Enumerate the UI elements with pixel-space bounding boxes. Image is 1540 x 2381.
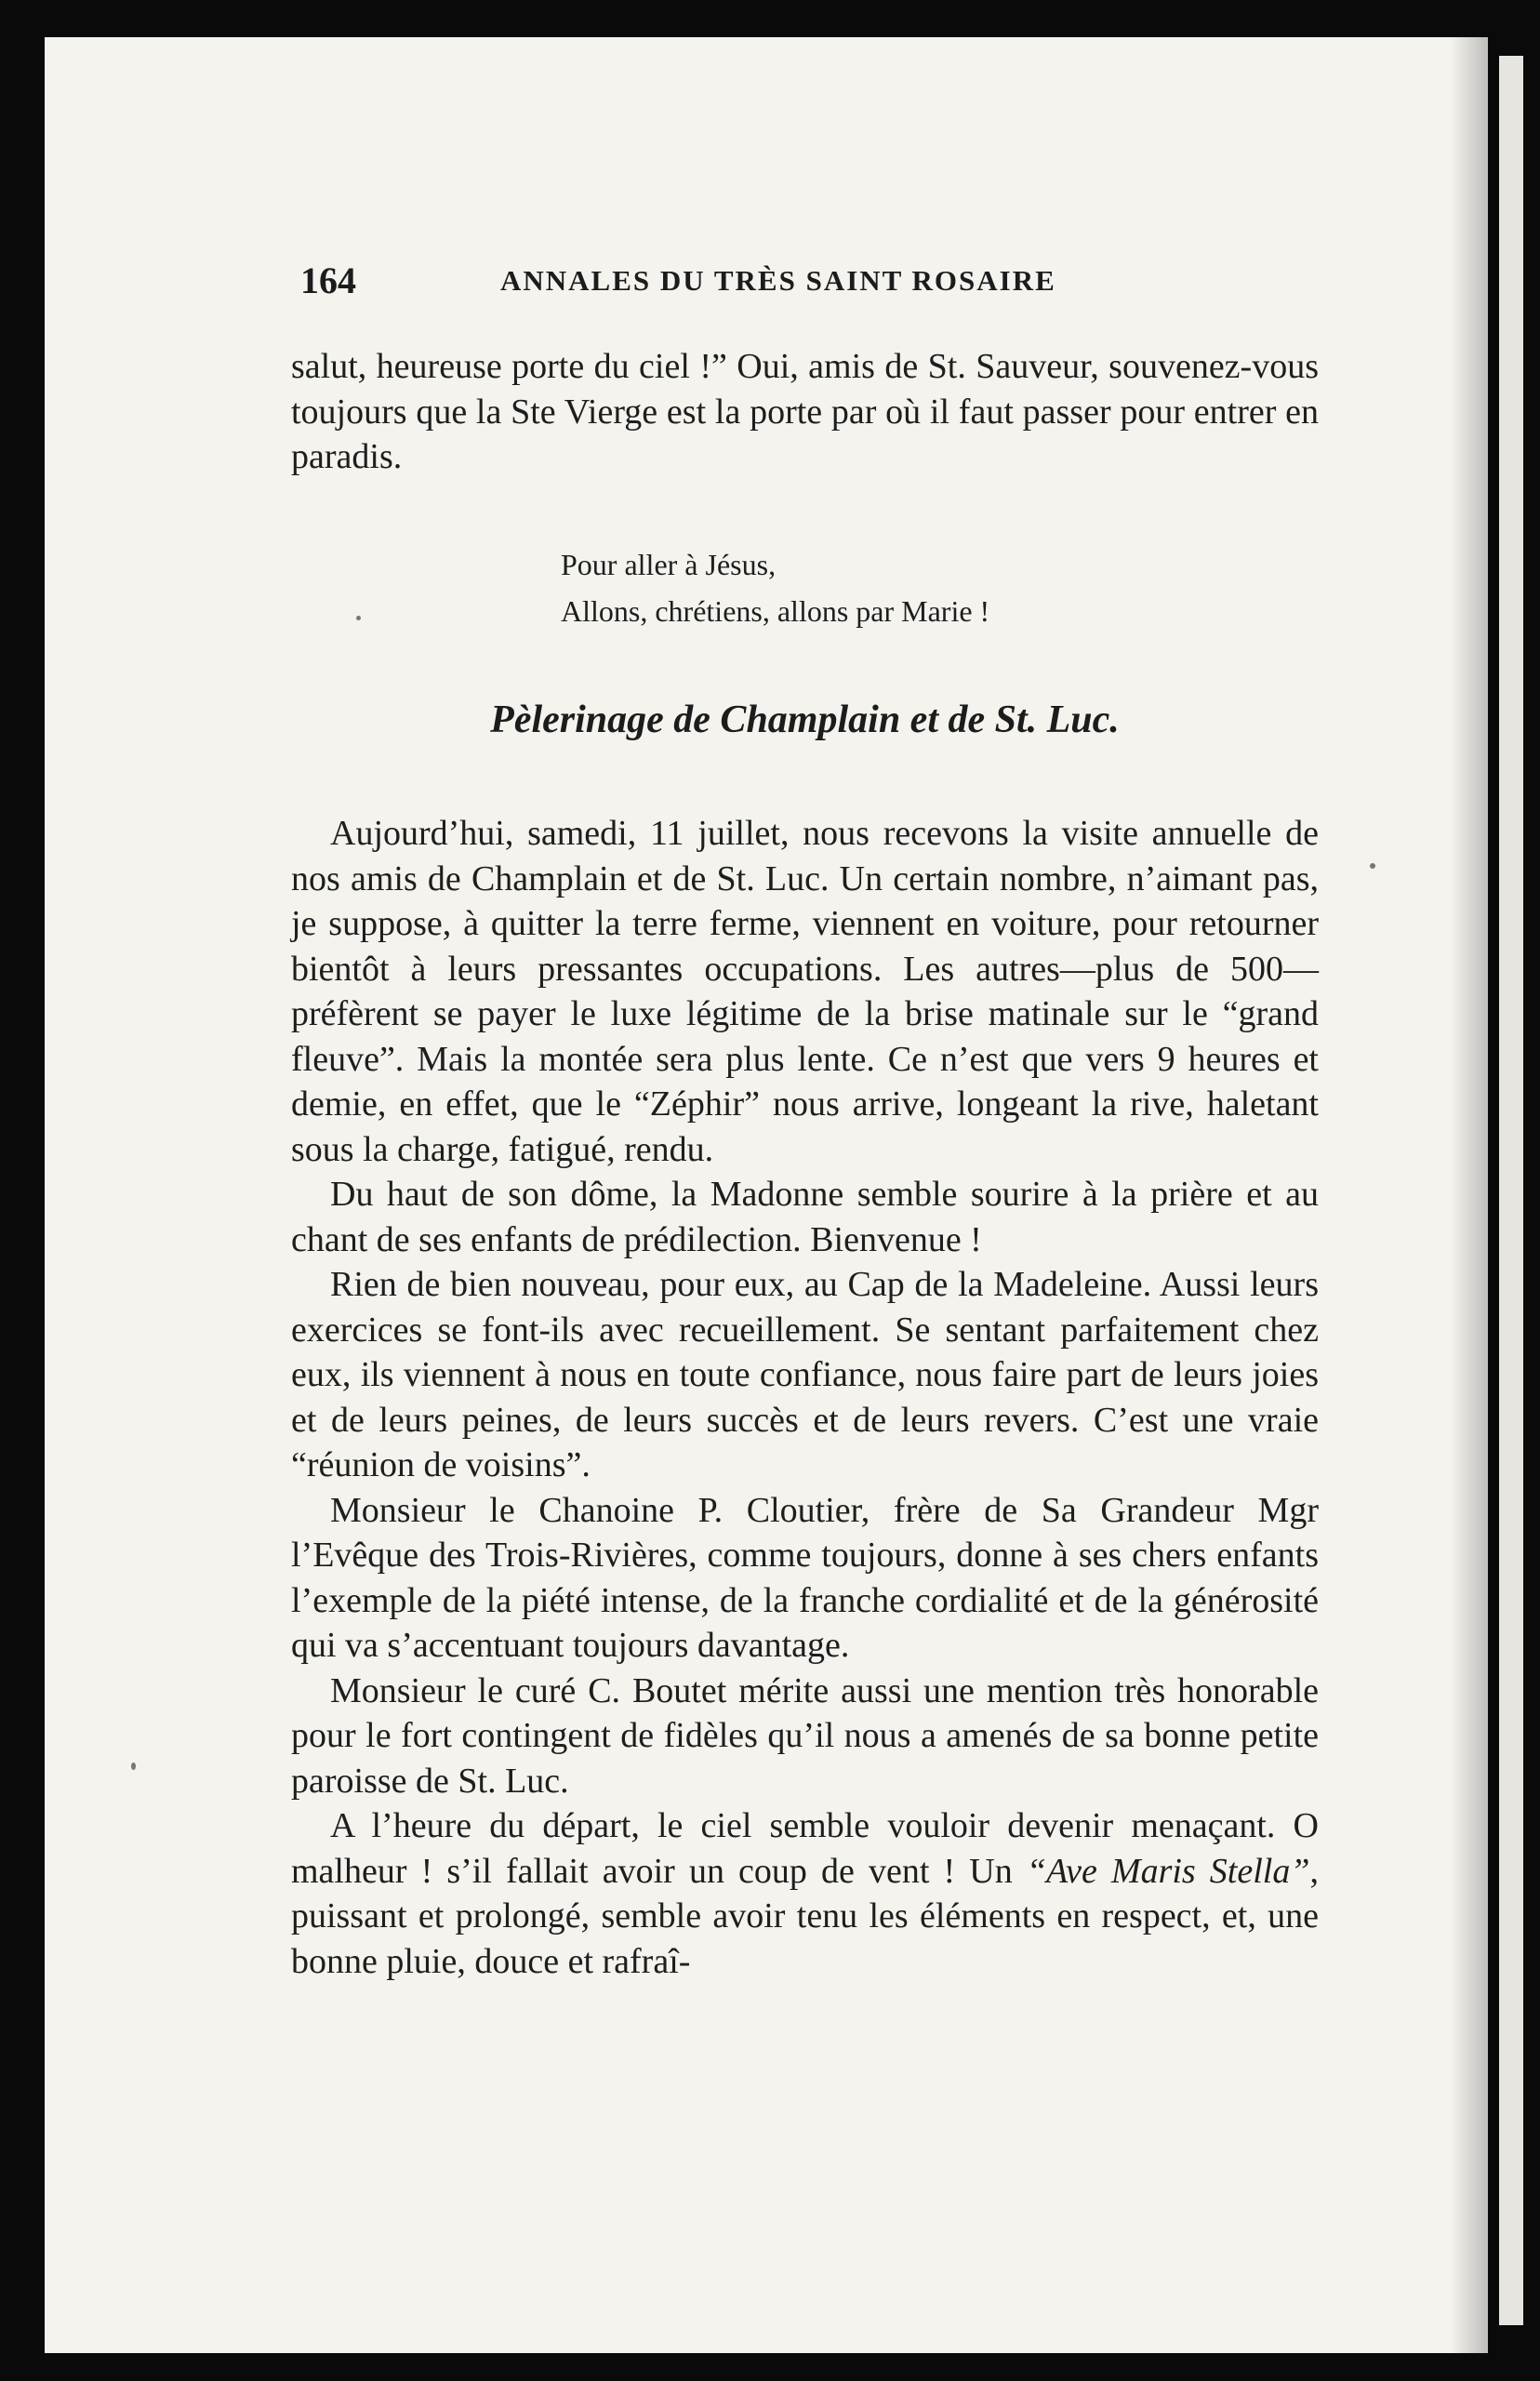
ave-maris-stella: “Ave Maris Stella” [1026, 1851, 1310, 1891]
article-body [291, 811, 1319, 1984]
scan-speck [356, 616, 361, 620]
paragraph-6-end: , puissant et prolongé, semble avoir tenu les éléments en respect, et, une bonne pluie, douce et rafraî- [291, 1851, 1319, 1981]
section-title: Pèlerinage de Champlain et de St. Luc. [490, 698, 1120, 741]
paragraph-6-start: A l’heure du départ, le ciel semble vouloir devenir menaçant. O malheur ! s’il fallait avoir un coup de vent ! Un [291, 1806, 1319, 1891]
paragraph-5: Monsieur le curé C. Boutet mérite aussi une mention très honorable pour le fort contingent de fidèles qu’il nous a amenés de sa bonne petite paroisse de St. Luc. [291, 1670, 1319, 1801]
page-header [300, 253, 1319, 309]
verse-line-1: Pour aller à Jésus, [561, 548, 777, 581]
paragraph-4: Monsieur le Chanoine P. Cloutier, frère de Sa Grandeur Mgr l’Evêque des Trois-Rivières, comme toujours, donne à ses chers enfants l’exemple de la piété intense, de la franche cordialité et de la générosité qui va s’accentuant toujours davantage. [291, 1490, 1319, 1665]
paragraph-2: Du haut de son dôme, la Madonne semble sourire à la prière et au chant de ses enfants de prédilection. Bienvenue ! [291, 1175, 1319, 1259]
running-head: ANNALES DU TRÈS SAINT ROSAIRE [500, 264, 1056, 297]
scan-speck [1370, 863, 1375, 869]
paragraph-1: Aujourd’hui, samedi, 11 juillet, nous recevons la visite annuelle de nos amis de Champlain et de St. Luc. Un certain nombre, n’aimant pas, je suppose, à quitter la terre ferme, viennent en voiture, pour retourner bientôt à leurs pressantes occupations. Les autres—plus de 500—préfèrent se payer le luxe légitime de la brise matinale sur le “grand fleuve”. Mais la montée sera plus lente. Ce n’est que vers 9 heures et demie, en effet, que le “Zéphir” nous arrive, longeant la rive, haletant sous la charge, fatigué, rendu. [291, 814, 1319, 1169]
verse [561, 541, 989, 634]
verse-line-2: Allons, chrétiens, allons par Marie ! [561, 594, 990, 628]
binding-shadow [1451, 37, 1488, 2353]
facing-page-edge [1499, 56, 1523, 2325]
continuation-paragraph: salut, heureuse porte du ciel !” Oui, amis de St. Sauveur, souvenez-vous toujours que la Ste Vierge est la porte par où il faut passer pour entrer en paradis. [291, 347, 1319, 476]
paragraph-3: Rien de bien nouveau, pour eux, au Cap de la Madeleine. Aussi leurs exercices se font-ils avec recueillement. Se sentant parfaitement chez eux, ils viennent à nous en toute confiance, nous faire part de leurs joies et de leurs peines, de leurs succès et de leurs revers. C’est une vraie “réunion de voisins”. [291, 1265, 1319, 1484]
paragraph-6 [291, 1803, 1319, 1984]
scan-speck [131, 1762, 136, 1770]
page-number: 164 [300, 259, 356, 301]
